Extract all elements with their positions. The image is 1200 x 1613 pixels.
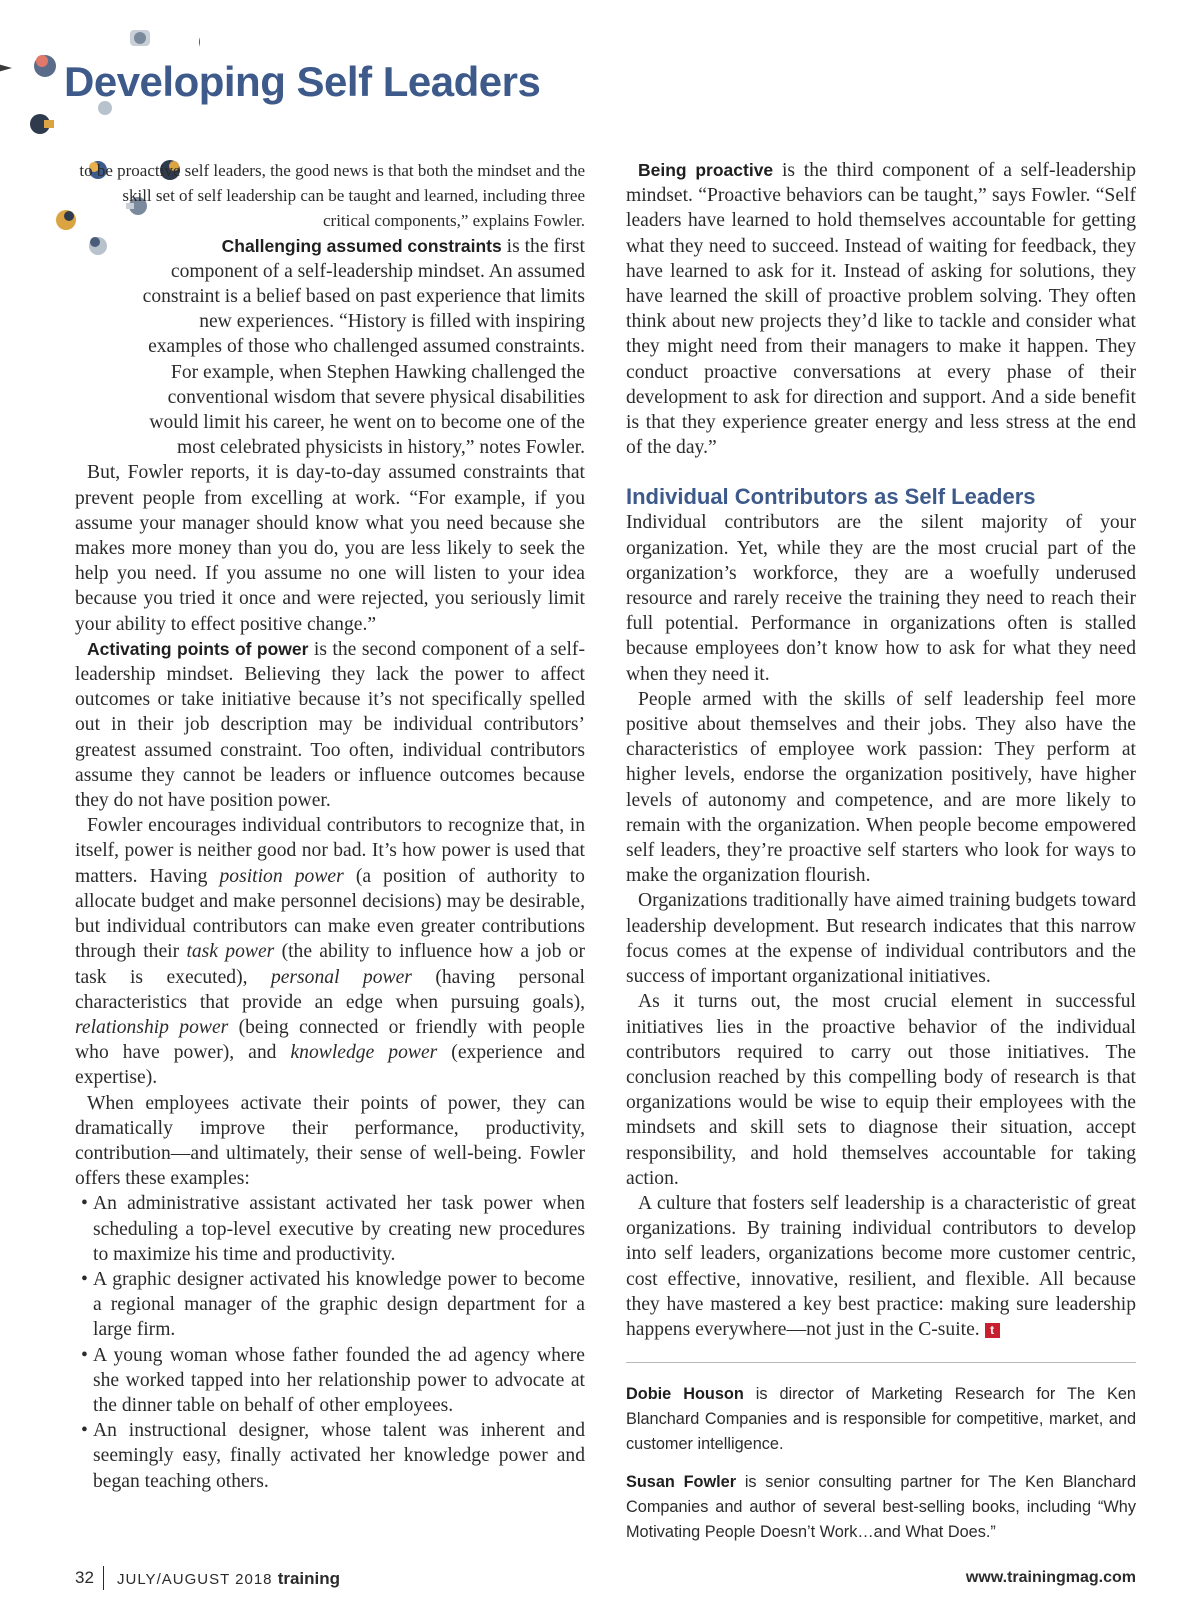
person-figure-icon [199,30,200,53]
text-run: (a position of authority to allocate budget and make personnel decisions) may be desirable, but individual contributors can make even greater contributions through their [75,865,585,963]
paragraph-assumed-constraints [75,234,585,461]
text-run: (the ability to influence how a job or task is executed), [75,941,586,988]
paragraph: But, Fowler reports, it is day-to-day assumed constraints that prevent people from excelling at work. “For example, if you assume your manager should know what you need because she makes more money than you do, you are less likely to seek the help you need. If you assume no one will listen to your idea because you tried it once and were rejected, you seriously limit your ability to effect positive change.” [75,462,585,635]
person-figure-icon [0,64,12,72]
right-column [626,158,1136,1342]
paragraph-text: is the third component of a self-leadership mindset. “Proactive behaviors can be taught,” says Fowler. “Self leaders have learned to hold themselves accountable for getting what they need to succeed. Instead of waiting for feedback, they have learned to ask for it. Instead of asking for solutions, they have learned the skill of proactive problem solving. They often think about new projects they’d like to tackle and consider what they might need from their managers to make it happen. They conduct proactive conversations at every phase of their development to ask for direction and support. And a side benefit is that they experience greater energy and less stress at the end of the day.” [626,160,1136,459]
list-item: • A young woman whose father founded the ad agency where she worked tapped into her relationship power to advocate at the dinner table on behalf of other employees. [75,1343,585,1419]
person-figure-icon [56,210,76,230]
issue-label [117,1569,340,1589]
bio-text: is director of Marketing Research for The Ken Blanchard Companies and is responsible for competitive, market, and customer intelligence. [626,1385,1136,1453]
emphasis: knowledge power [290,1042,438,1064]
list-item: • An instructional designer, whose talent was inherent and seemingly easy, finally activated her knowledge power and began teaching others. [75,1418,585,1494]
paragraph: As it turns out, the most crucial element in successful initiatives lies in the proactive behavior of the individual contributors required to carry out those initiatives. The conclusion reached by this compelling body of research is that organizations would be wise to equip their employees with the mindsets and skill sets to diagnose their situation, accept responsibility, and hold themselves accountable for taking action. [626,991,1136,1189]
paragraph-text: is the second component of a self-leadership mindset. Believing they lack the power to affect outcomes or take initiative because it’s not specifically spelled out in their job description may be individual contributors’ greatest assumed constraint. Too often, individual contributors assume they cannot be leaders or influence outcomes because they do not have position power. [75,638,585,812]
emphasis: personal power [270,966,412,988]
text-run: (being connected or friendly with people who have power), and [75,1016,585,1064]
paragraph-power-types [75,813,585,1090]
lead-in: Being proactive [638,160,774,180]
author-bios [626,1382,1136,1558]
paragraph: When employees activate their points of power, they can dramatically improve their performance, productivity, contribution—and ultimately, their sense of well-being. Fowler offers these examples: [75,1092,585,1190]
bio-divider [626,1362,1136,1363]
list-item: • An administrative assistant activated her task power when scheduling a top-level executive by creating new procedures to maximize his time and productivity. [75,1191,585,1267]
emphasis: relationship power [75,1016,229,1038]
issue-date: JULY/AUGUST 2018 [117,1571,273,1588]
examples-list [75,1191,585,1493]
end-mark-icon: t [985,1323,1000,1338]
page-footer [75,1568,1136,1592]
article-title: Developing Self Leaders [64,58,541,105]
website-link[interactable]: www.trainingmag.com [965,1569,1136,1586]
list-item: • A graphic designer activated his knowledge power to become a regional manager of the graphic design department for a large firm. [75,1267,585,1343]
emphasis: position power [219,865,344,887]
paragraph: People armed with the skills of self leadership feel more positive about themselves and their jobs. They also have the characteristics of employee work passion: They perform at higher levels, endorse the organization positively, have higher levels of autonomy and competence, and are more likely to remain with the organization. When people become empowered self leaders, they’re proactive self starters who look for ways to make the organization flourish. [626,688,1136,887]
paragraph: Individual contributors are the silent majority of your organization. Yet, while they are the most crucial part of the organization’s workforce, they are a woefully underused resource and rarely receive the training they need to reach their full potential. Performance in organizations often is stalled because employees don’t know how to ask for what they need when they need it. [626,512,1136,685]
emphasis: task power [186,941,275,963]
left-column [75,158,585,1494]
person-figure-icon [130,30,150,46]
paragraph-text: is the first component of a self-leadership mindset. An assumed constraint is a belief based on past experience that limits new experiences. “History is filled with inspiring examples of those who challenged assumed constraints. For example, when Stephen Hawking challenged the conventional wisdom that severe physical disabilities would limit his career, he went on to become one of the most celebrated physicists in history,” notes Fowler. [142,235,585,459]
paragraph-closing [626,1191,1136,1342]
intro-paragraph [75,158,585,234]
section-heading: Individual Contributors as Self Leaders [626,484,1036,510]
text-run: (experience and expertise). [75,1042,585,1089]
magazine-name: training [277,1569,341,1588]
text-run: Fowler encourages individual contributors to recognize that, in itself, power is neither good nor bad. It’s how power is used that matters. Having [75,815,585,887]
person-figure-icon [30,114,54,134]
bio-text: is senior consulting partner for The Ken Blanchard Companies and author of several best-selling books, including “Why Motivating People Doesn’t Work…and What Does.” [626,1473,1137,1541]
paragraph-being-proactive [626,158,1136,460]
lead-in: Challenging assumed constraints [221,235,502,256]
author-bio [626,1470,1136,1545]
author-name: Susan Fowler [626,1473,737,1491]
paragraph-text: A culture that fosters self leadership is a characteristic of great organizations. By training individual contributors to develop into self leaders, organizations become more customer centric, cost effective, innovative, resilient, and flexible. All because they have mastered a key best practice: making sure leadership happens everywhere—not just in the C-suite. [626,1192,1136,1340]
text-run: (having personal characteristics that provide an edge when pursuing goals), [75,966,585,1013]
author-name: Dobie Houson [626,1385,744,1403]
person-figure-icon [34,55,56,77]
intro-text: to be proactive self leaders, the good news is that both the mindset and the skill set of self leadership can be taught and learned, including three critical components,” explains Fowler. [79,161,585,231]
page-number: 32 [75,1568,94,1587]
footer-separator [103,1566,104,1590]
paragraph-points-of-power [75,637,585,813]
paragraph: Organizations traditionally have aimed training budgets toward leadership development. But research indicates that this narrow focus comes at the expense of individual contributors and the success of important organizational initiatives. [626,890,1136,988]
author-bio [626,1382,1136,1457]
lead-in: Activating points of power [87,638,309,659]
